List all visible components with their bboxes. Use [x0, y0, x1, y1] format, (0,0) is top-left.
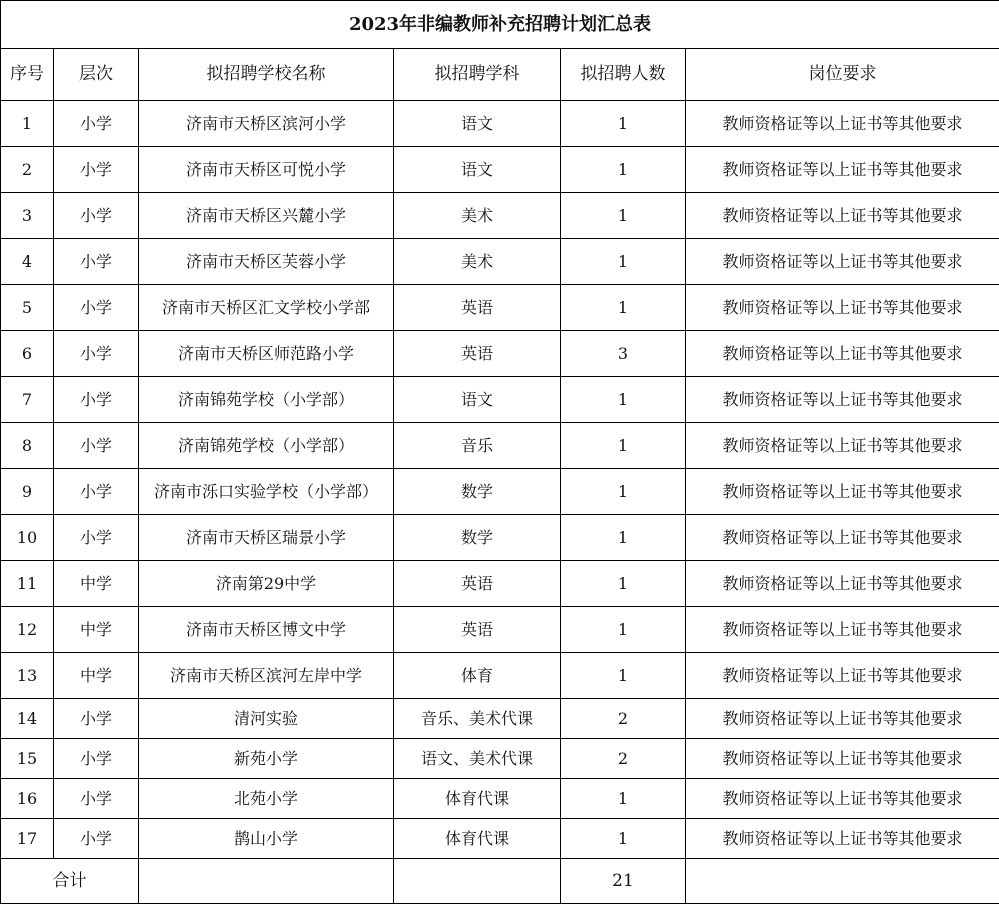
table-row: [1, 239, 999, 285]
cell-subject: 语文、美术代课: [394, 739, 561, 779]
cell-count: 1: [561, 819, 686, 859]
cell-subject: 语文: [394, 101, 561, 147]
cell-index: 4: [1, 239, 54, 285]
cell-requirement: 教师资格证等以上证书等其他要求: [686, 739, 999, 779]
cell-index: 11: [1, 561, 54, 607]
cell-requirement: 教师资格证等以上证书等其他要求: [686, 607, 999, 653]
table-row: [1, 819, 999, 859]
cell-count: 1: [561, 561, 686, 607]
cell-count: 1: [561, 423, 686, 469]
cell-requirement: 教师资格证等以上证书等其他要求: [686, 285, 999, 331]
cell-school: 济南市天桥区师范路小学: [139, 331, 394, 377]
table-body: [1, 101, 999, 859]
cell-index: 5: [1, 285, 54, 331]
cell-requirement: 教师资格证等以上证书等其他要求: [686, 239, 999, 285]
cell-school: 济南锦苑学校（小学部）: [139, 423, 394, 469]
cell-count: 2: [561, 739, 686, 779]
table-row: [1, 779, 999, 819]
cell-subject: 数学: [394, 515, 561, 561]
table-row: [1, 285, 999, 331]
table-row: [1, 607, 999, 653]
cell-count: 1: [561, 239, 686, 285]
total-empty-subject: [394, 859, 561, 904]
cell-count: 1: [561, 515, 686, 561]
cell-school: 鹊山小学: [139, 819, 394, 859]
table-row: [1, 739, 999, 779]
table-row: [1, 699, 999, 739]
cell-level: 小学: [54, 147, 139, 193]
cell-subject: 英语: [394, 561, 561, 607]
cell-count: 1: [561, 607, 686, 653]
cell-count: 1: [561, 469, 686, 515]
cell-count: 1: [561, 377, 686, 423]
cell-subject: 美术: [394, 239, 561, 285]
header-row: [1, 49, 999, 101]
cell-index: 16: [1, 779, 54, 819]
total-row: [1, 859, 999, 904]
cell-school: 济南锦苑学校（小学部）: [139, 377, 394, 423]
cell-level: 小学: [54, 377, 139, 423]
cell-subject: 语文: [394, 147, 561, 193]
cell-school: 新苑小学: [139, 739, 394, 779]
header-subject: 拟招聘学科: [394, 49, 561, 101]
cell-index: 17: [1, 819, 54, 859]
total-label: 合计: [1, 859, 139, 904]
cell-index: 13: [1, 653, 54, 699]
cell-level: 小学: [54, 193, 139, 239]
cell-level: 小学: [54, 331, 139, 377]
table-title: 2023年非编教师补充招聘计划汇总表: [1, 1, 999, 49]
cell-school: 济南市天桥区滨河小学: [139, 101, 394, 147]
cell-requirement: 教师资格证等以上证书等其他要求: [686, 147, 999, 193]
cell-school: 济南市天桥区芙蓉小学: [139, 239, 394, 285]
header-school: 拟招聘学校名称: [139, 49, 394, 101]
table-row: [1, 515, 999, 561]
cell-count: 1: [561, 779, 686, 819]
cell-subject: 体育代课: [394, 779, 561, 819]
cell-requirement: 教师资格证等以上证书等其他要求: [686, 819, 999, 859]
cell-school: 济南市天桥区兴麓小学: [139, 193, 394, 239]
cell-index: 10: [1, 515, 54, 561]
cell-subject: 数学: [394, 469, 561, 515]
cell-count: 1: [561, 193, 686, 239]
cell-subject: 音乐、美术代课: [394, 699, 561, 739]
cell-count: 3: [561, 331, 686, 377]
cell-level: 中学: [54, 561, 139, 607]
cell-requirement: 教师资格证等以上证书等其他要求: [686, 779, 999, 819]
cell-subject: 英语: [394, 607, 561, 653]
cell-level: 中学: [54, 607, 139, 653]
cell-index: 3: [1, 193, 54, 239]
cell-index: 2: [1, 147, 54, 193]
cell-subject: 英语: [394, 331, 561, 377]
cell-count: 2: [561, 699, 686, 739]
cell-school: 济南市天桥区汇文学校小学部: [139, 285, 394, 331]
cell-subject: 音乐: [394, 423, 561, 469]
cell-requirement: 教师资格证等以上证书等其他要求: [686, 423, 999, 469]
cell-level: 小学: [54, 101, 139, 147]
cell-level: 小学: [54, 239, 139, 285]
cell-index: 14: [1, 699, 54, 739]
cell-requirement: 教师资格证等以上证书等其他要求: [686, 515, 999, 561]
cell-school: 济南第29中学: [139, 561, 394, 607]
cell-index: 12: [1, 607, 54, 653]
table-row: [1, 193, 999, 239]
cell-requirement: 教师资格证等以上证书等其他要求: [686, 377, 999, 423]
cell-requirement: 教师资格证等以上证书等其他要求: [686, 653, 999, 699]
table-row: [1, 423, 999, 469]
cell-count: 1: [561, 285, 686, 331]
cell-school: 济南市天桥区瑞景小学: [139, 515, 394, 561]
cell-requirement: 教师资格证等以上证书等其他要求: [686, 469, 999, 515]
total-empty-school: [139, 859, 394, 904]
cell-subject: 体育代课: [394, 819, 561, 859]
cell-level: 小学: [54, 423, 139, 469]
cell-level: 小学: [54, 779, 139, 819]
cell-requirement: 教师资格证等以上证书等其他要求: [686, 331, 999, 377]
table-row: [1, 561, 999, 607]
cell-school: 清河实验: [139, 699, 394, 739]
cell-level: 小学: [54, 515, 139, 561]
total-empty-requirement: [686, 859, 999, 904]
cell-school: 济南市泺口实验学校（小学部）: [139, 469, 394, 515]
cell-index: 1: [1, 101, 54, 147]
cell-school: 北苑小学: [139, 779, 394, 819]
cell-index: 15: [1, 739, 54, 779]
header-requirement: 岗位要求: [686, 49, 999, 101]
cell-index: 6: [1, 331, 54, 377]
cell-requirement: 教师资格证等以上证书等其他要求: [686, 699, 999, 739]
cell-level: 小学: [54, 285, 139, 331]
cell-level: 小学: [54, 819, 139, 859]
cell-index: 7: [1, 377, 54, 423]
cell-level: 小学: [54, 469, 139, 515]
cell-count: 1: [561, 147, 686, 193]
cell-level: 小学: [54, 699, 139, 739]
table-row: [1, 101, 999, 147]
cell-index: 8: [1, 423, 54, 469]
cell-index: 9: [1, 469, 54, 515]
table-row: [1, 377, 999, 423]
cell-count: 1: [561, 101, 686, 147]
header-level: 层次: [54, 49, 139, 101]
cell-level: 小学: [54, 739, 139, 779]
table-row: [1, 469, 999, 515]
table-row: [1, 147, 999, 193]
cell-school: 济南市天桥区滨河左岸中学: [139, 653, 394, 699]
cell-level: 中学: [54, 653, 139, 699]
table-row: [1, 653, 999, 699]
cell-count: 1: [561, 653, 686, 699]
cell-school: 济南市天桥区可悦小学: [139, 147, 394, 193]
cell-subject: 美术: [394, 193, 561, 239]
header-index: 序号: [1, 49, 54, 101]
cell-requirement: 教师资格证等以上证书等其他要求: [686, 561, 999, 607]
cell-school: 济南市天桥区博文中学: [139, 607, 394, 653]
cell-subject: 英语: [394, 285, 561, 331]
cell-subject: 体育: [394, 653, 561, 699]
total-count: 21: [561, 859, 686, 904]
cell-subject: 语文: [394, 377, 561, 423]
table-row: [1, 331, 999, 377]
cell-requirement: 教师资格证等以上证书等其他要求: [686, 193, 999, 239]
cell-requirement: 教师资格证等以上证书等其他要求: [686, 101, 999, 147]
header-count: 拟招聘人数: [561, 49, 686, 101]
